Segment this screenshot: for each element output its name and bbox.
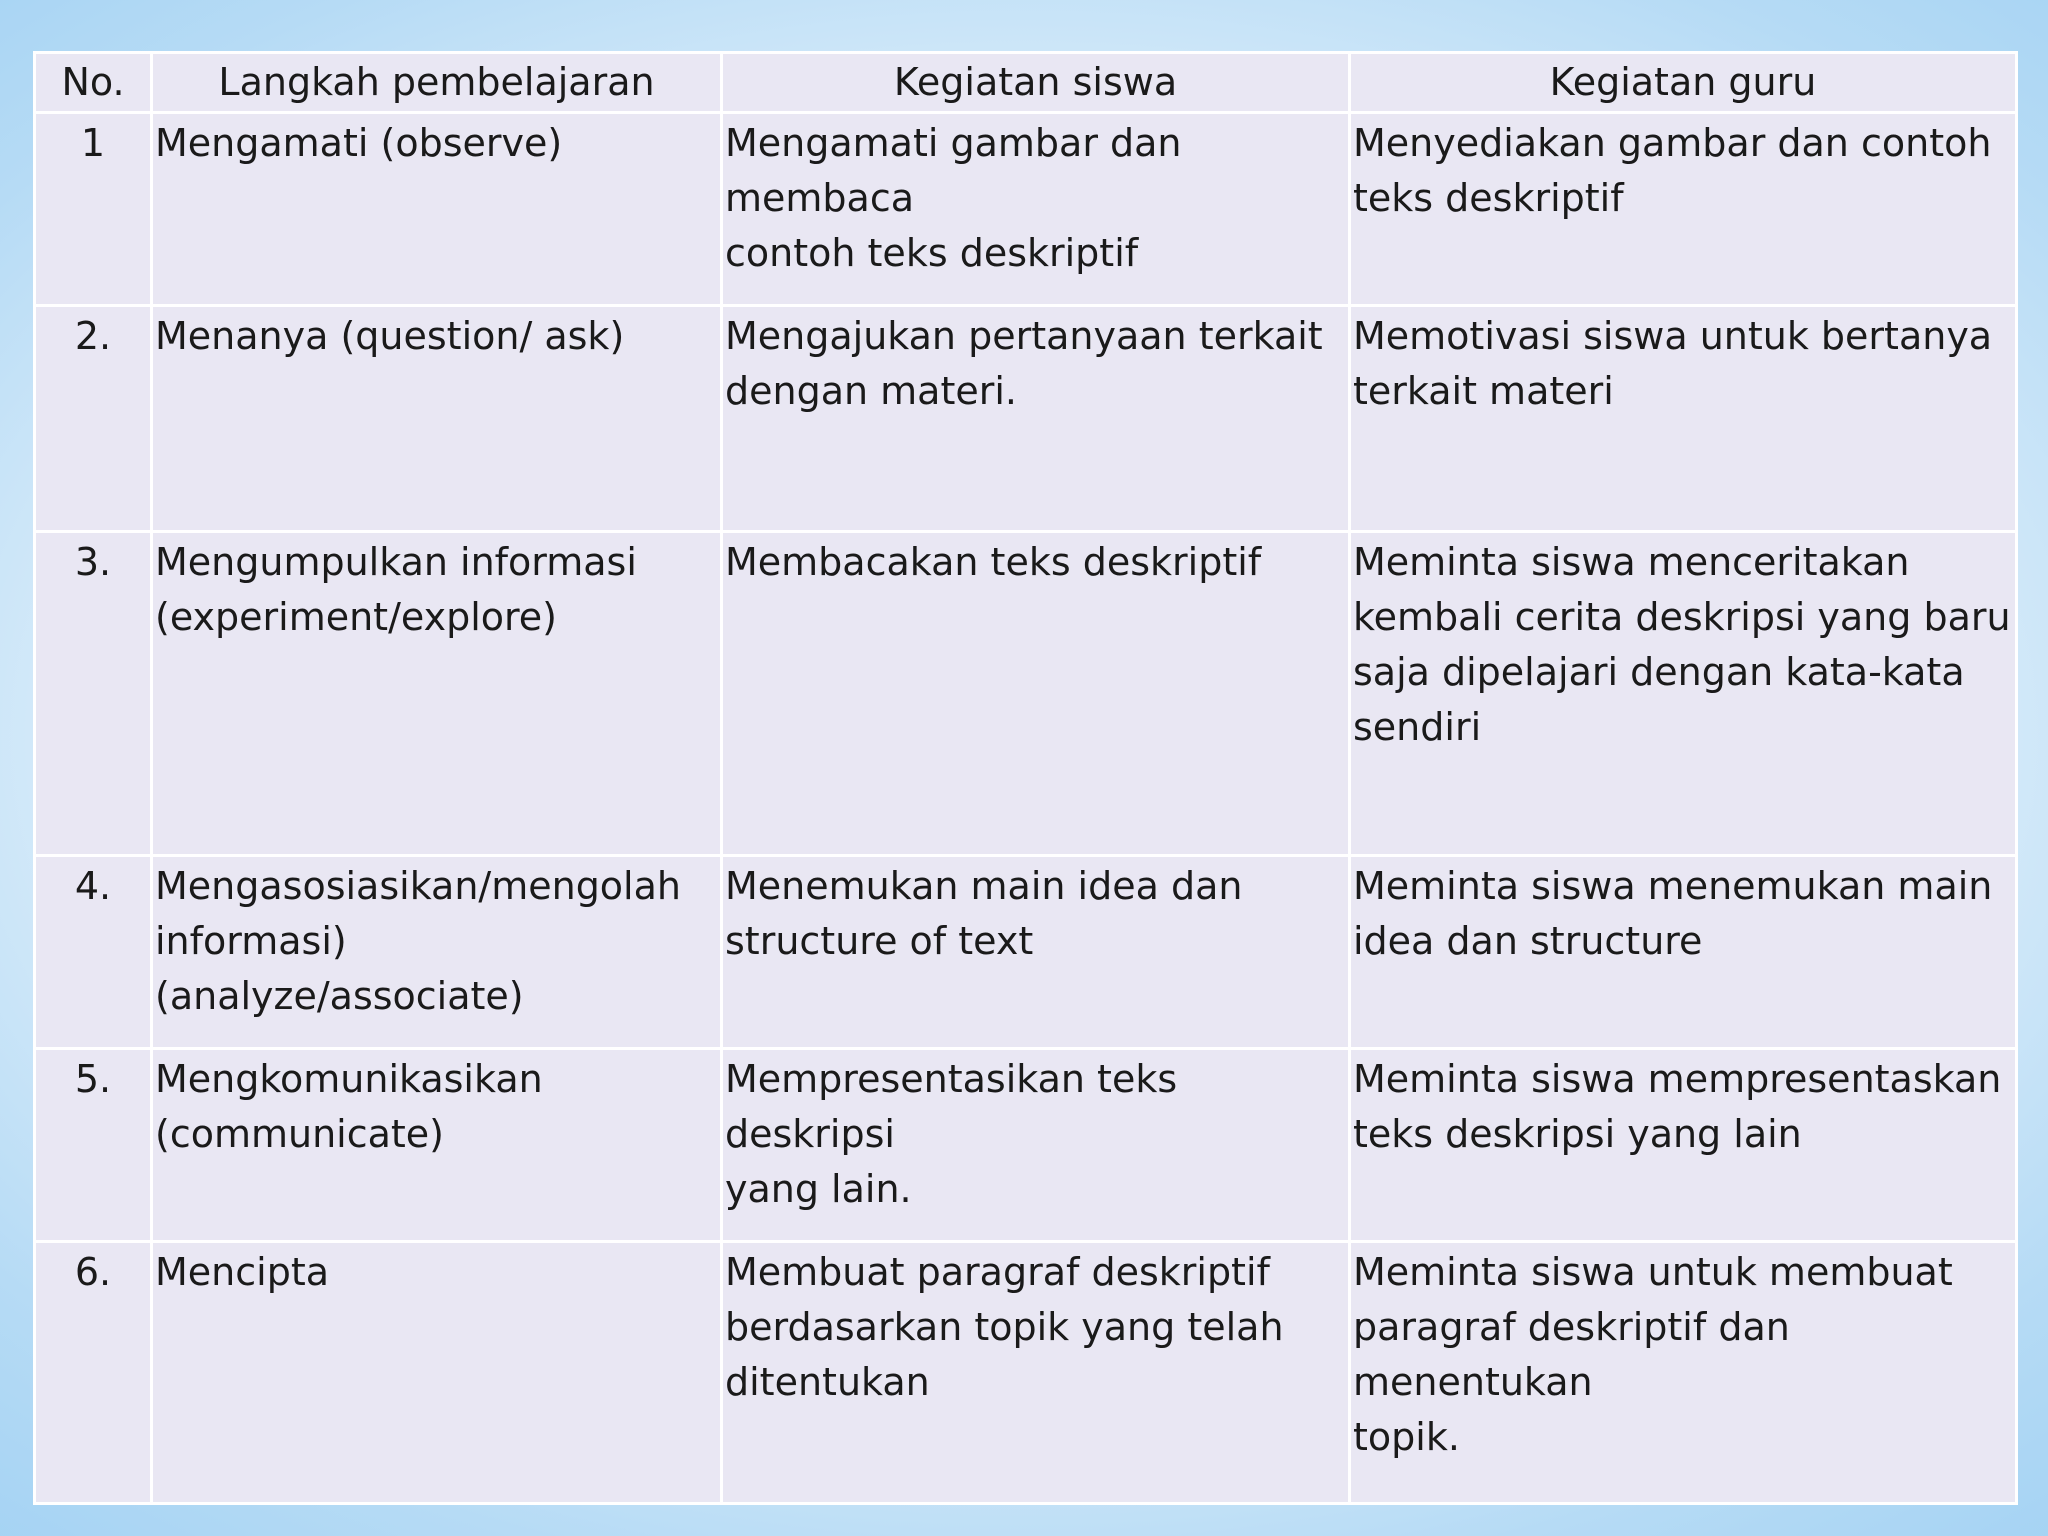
row-number: 3. [35, 532, 152, 856]
row-number: 6. [35, 1242, 152, 1504]
row-student-activity: Mengajukan pertanyaan terkait dengan materi. [722, 306, 1350, 532]
row-teacher-activity: Meminta siswa menemukan main idea dan structure [1350, 856, 2017, 1049]
row-student-activity: Mempresentasikan teks deskripsi yang lain. [722, 1049, 1350, 1242]
row-step: Menanya (question/ ask) [152, 306, 722, 532]
table-row [35, 532, 2017, 856]
row-teacher-activity: Memotivasi siswa untuk bertanya terkait materi [1350, 306, 2017, 532]
header-no: No. [35, 53, 152, 113]
row-teacher-activity: Meminta siswa menceritakan kembali cerita deskripsi yang baru saja dipelajari dengan kata-kata sendiri [1350, 532, 2017, 856]
row-number: 5. [35, 1049, 152, 1242]
row-student-activity: Membacakan teks deskriptif [722, 532, 1350, 856]
table-row [35, 306, 2017, 532]
row-number: 1 [35, 113, 152, 306]
row-step: Mengkomunikasikan (communicate) [152, 1049, 722, 1242]
table-row [35, 1049, 2017, 1242]
row-step: Mengasosiasikan/mengolah informasi) (analyze/associate) [152, 856, 722, 1049]
row-step: Mencipta [152, 1242, 722, 1504]
row-number: 4. [35, 856, 152, 1049]
table-row [35, 113, 2017, 306]
table-header-row [35, 53, 2017, 113]
row-student-activity: Menemukan main idea dan structure of text [722, 856, 1350, 1049]
header-student-activity: Kegiatan siswa [722, 53, 1350, 113]
row-step: Mengumpulkan informasi (experiment/explore) [152, 532, 722, 856]
header-teacher-activity: Kegiatan guru [1350, 53, 2017, 113]
table-row [35, 856, 2017, 1049]
header-step: Langkah pembelajaran [152, 53, 722, 113]
row-number: 2. [35, 306, 152, 532]
learning-steps-table [33, 51, 2018, 1505]
table-row [35, 1242, 2017, 1504]
row-student-activity: Membuat paragraf deskriptif berdasarkan topik yang telah ditentukan [722, 1242, 1350, 1504]
row-student-activity: Mengamati gambar dan membaca contoh teks deskriptif [722, 113, 1350, 306]
row-teacher-activity: Menyediakan gambar dan contoh teks deskriptif [1350, 113, 2017, 306]
row-teacher-activity: Meminta siswa mempresentaskan teks deskripsi yang lain [1350, 1049, 2017, 1242]
row-step: Mengamati (observe) [152, 113, 722, 306]
row-teacher-activity: Meminta siswa untuk membuat paragraf deskriptif dan menentukan topik. [1350, 1242, 2017, 1504]
